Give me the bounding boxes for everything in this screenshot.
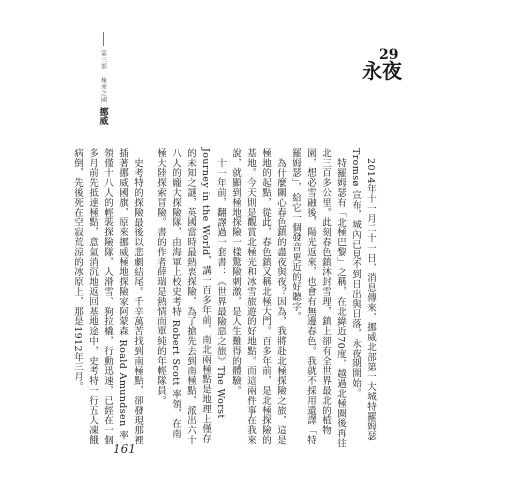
running-head xyxy=(96,32,110,125)
part-title: 第三部 極寒之國 xyxy=(99,50,107,103)
paragraph-2: 特羅姆瑟有「北極巴黎」之稱，在北緯近70度，越過北極圈後再往北三百多公里。此刻春色鎮沐封雪理，鎮上卻有全世界最北的植物園，想必雪融後，陽光返來，也會有無邊春色。我就不採用遺譯「特羅姆瑟」，給它一個發音更近的好聽字。 xyxy=(290,148,346,448)
header-rule xyxy=(103,32,104,46)
paragraph-5: 史考特的探險最後以悲劇結尾。千辛萬苦找到南極點，卻發現那裡插著挪威國旗，原來挪威極地探險家阿蒙森 Roald Amundsen 率領僅十八人的輕裝探險隊，人滑雪、狗拉橇，行動迅速，已經在一個多月前先抵達極點，意氣消沉地返回基地途中，史考特一行五人凍餓病倒，先後死在空寂荒涼的冰原上，那是1912年三月。 xyxy=(72,148,143,445)
paragraph-1: 2014年十一月二十一日，消息傳來，挪威北部第一大城特羅姆瑟 Tromsø 宣布，城內已見不到日出與日落，永夜期開始。 xyxy=(350,148,376,441)
chapter-number: 29 xyxy=(379,47,399,63)
page-number: 161 xyxy=(113,442,136,456)
body-text xyxy=(72,148,378,448)
paragraph-4: 十一年前，翻譯過一套書：《世界最險惡之旅》The Worst Journey in the World，講一百多年前，南北兩極點是地理上僅存的未知之謎，英國當時最熱衷探險，為了搶先去到南極點，派出六十八人的龐大探險隊，由海軍上校史考特 Robert Scott 率領，在南極大陸探索冒險。書的作者薛瑞是熱情而單純的年輕隊員。 xyxy=(155,148,226,445)
chapter-title: 永夜 xyxy=(362,59,402,83)
part-country: 挪威 xyxy=(97,107,108,125)
paragraph-3: 為什麼關心春色鎮的盡夜與夜？因為，我將赴北極探險之旅，這是極地的起點，從此，春色鎮又稱北極大門。百多年前，是北極探險的基地。今天則是觀賞北極光和冰雪旅遊的好地點。而這兩件事在我來說，就顯到極地探險一樣驚險刺激，是人生難得的體驗。 xyxy=(230,148,286,445)
